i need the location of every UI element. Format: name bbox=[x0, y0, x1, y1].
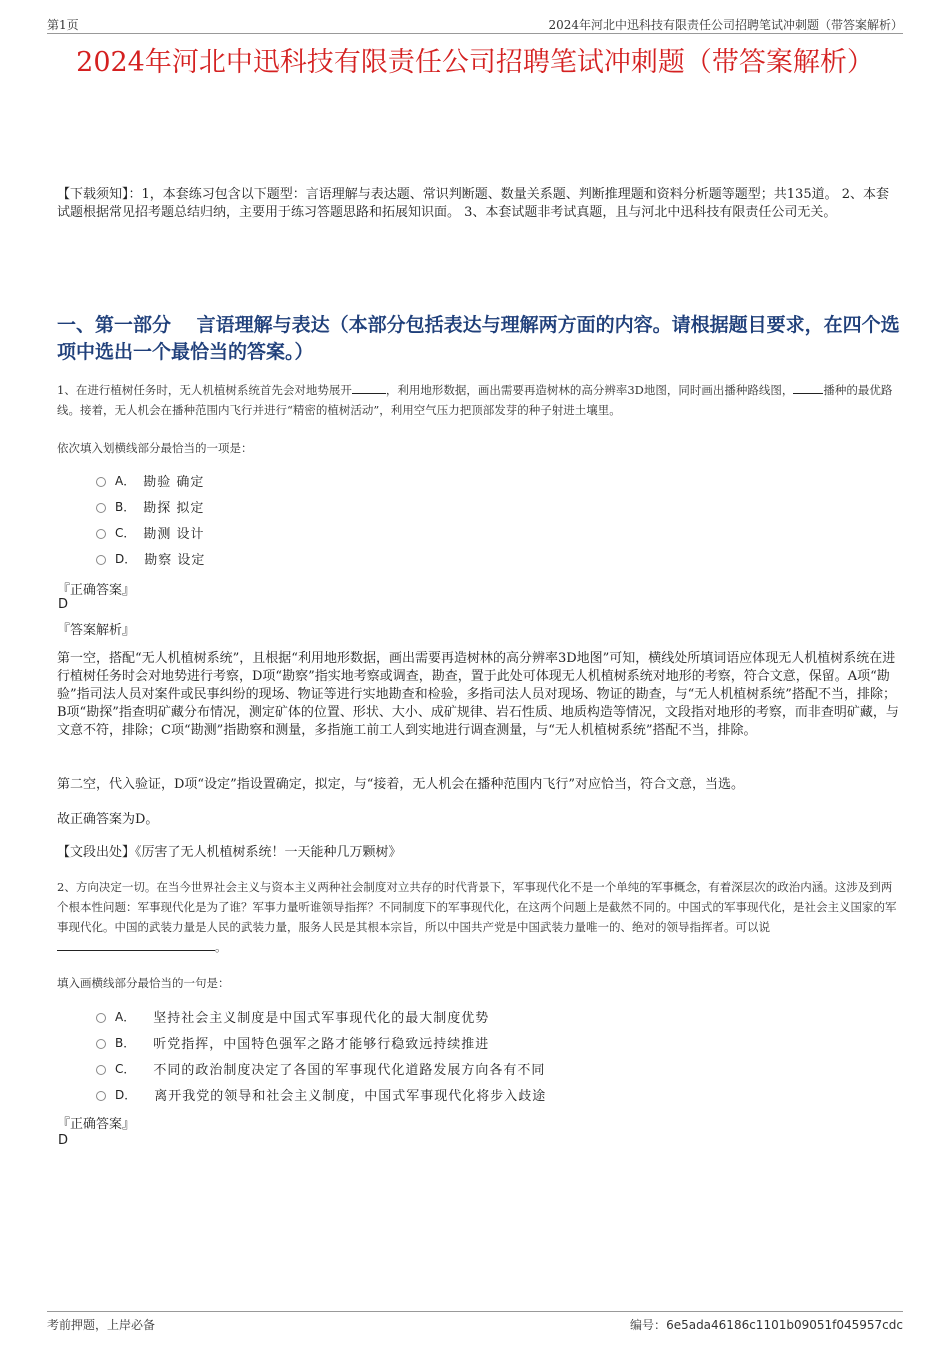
question-2-text-end: 。 bbox=[215, 940, 227, 954]
footer-code-label: 编号： bbox=[630, 1318, 667, 1332]
page-footer bbox=[47, 1311, 903, 1335]
question-1-text-a: 1、在进行植树任务时，无人机植树系统首先会对地势展开 bbox=[57, 383, 352, 397]
question-2-answer-label: 『正确答案』 bbox=[57, 1117, 136, 1132]
question-1-analysis-label: 『答案解析』 bbox=[57, 623, 136, 638]
radio-icon[interactable] bbox=[96, 529, 106, 539]
radio-icon[interactable] bbox=[96, 503, 106, 513]
option-text: 听党指挥，中国特色强军之路才能够行稳致远持续推进 bbox=[153, 1036, 490, 1052]
option-text: 勘验 确定 bbox=[143, 474, 205, 490]
question-1-option-b[interactable] bbox=[96, 493, 205, 519]
question-2-option-a[interactable] bbox=[96, 1003, 546, 1029]
option-letter: D． bbox=[115, 551, 137, 566]
radio-icon[interactable] bbox=[96, 1091, 106, 1101]
question-1-analysis-3: 故正确答案为D。 bbox=[57, 812, 159, 827]
option-text: 勘察 设定 bbox=[144, 552, 206, 568]
option-text: 不同的政治制度决定了各国的军事现代化道路发展方向各有不同 bbox=[153, 1062, 546, 1078]
question-2-blank bbox=[57, 939, 215, 951]
radio-icon[interactable] bbox=[96, 477, 106, 487]
radio-icon[interactable] bbox=[96, 555, 106, 565]
option-letter: C． bbox=[115, 525, 136, 540]
document-title: 2024年河北中迅科技有限责任公司招聘笔试冲刺题（带答案解析） bbox=[76, 47, 874, 78]
download-notice: 【下载须知】：1，本套练习包含以下题型：言语理解与表达题、常识判断题、数量关系题、判断推理题和资料分析题等题型；共135道。 2、本套试题根据常见招考题总结归纳，主要用于练习答题思路和拓展知识面。 3、本套试题非考试真题，且与河北中迅科技有限责任公司无关。 bbox=[57, 187, 889, 220]
question-2-option-c[interactable] bbox=[96, 1055, 546, 1081]
radio-icon[interactable] bbox=[96, 1065, 106, 1075]
question-2-option-d[interactable] bbox=[96, 1081, 546, 1107]
section-title: 一、第一部分 言语理解与表达（本部分包括表达与理解两方面的内容。请根据题目要求，在四个选项中选出一个最恰当的答案。） bbox=[57, 314, 900, 363]
question-1-blank-2 bbox=[793, 382, 823, 394]
question-2-answer: D bbox=[58, 1133, 69, 1148]
question-1-text-b: ，利用地形数据，画出需要再造树林的高分辨率3D地图，同时画出播种路线图， bbox=[385, 383, 794, 397]
option-letter: B． bbox=[115, 499, 136, 514]
question-1-option-c[interactable] bbox=[96, 519, 205, 545]
question-1-answer: D bbox=[58, 597, 69, 612]
option-letter: D． bbox=[115, 1087, 137, 1102]
question-1-prompt: 依次填入划横线部分最恰当的一项是： bbox=[57, 441, 253, 455]
footer-code-value: 6e5ada46186c1101b09051f045957cdc bbox=[666, 1318, 903, 1332]
page-number: 第1页 bbox=[47, 18, 79, 32]
option-letter: A． bbox=[115, 1009, 136, 1024]
question-2-prompt: 填入画横线部分最恰当的一句是： bbox=[57, 976, 230, 990]
footer-slogan: 考前押题，上岸必备 bbox=[47, 1318, 156, 1332]
question-1-text bbox=[57, 380, 900, 420]
question-1-analysis-1: 第一空，搭配“无人机植树系统”，且根据“利用地形数据，画出需要再造树林的高分辨率3D地图”可知，横线处所填词语应体现无人机植树系统在进行植树任务时会对地势进行考察，D项“勘察”指实地考察或调查，勘查，置于此处可体现无人机植树系统对地形的考察，符合文意，保留。A项“勘验”指司法人员对案件或民事纠纷的现场、物证等进行实地勘查和检验，多指司法人员对现场、物证的勘查，与“无人机植树系统”搭配不当，排除；B项“勘探”指查明矿藏分布情况，测定矿体的位置、形状、大小、成矿规律、岩石性质、地质构造等情况，文段指对地形的考察，而非查明矿藏，与文意不符，排除；C项“勘测”指勘察和测量，多指施工前工人到实地进行调查测量，与“无人机植树系统”搭配不当，排除。 bbox=[57, 651, 899, 738]
question-1-option-a[interactable] bbox=[96, 467, 205, 493]
question-2-option-b[interactable] bbox=[96, 1029, 546, 1055]
header-doc-title: 2024年河北中迅科技有限责任公司招聘笔试冲刺题（带答案解析） bbox=[548, 18, 903, 32]
question-2-options bbox=[96, 1003, 546, 1107]
question-1-answer-label: 『正确答案』 bbox=[57, 583, 136, 598]
option-text: 坚持社会主义制度是中国式军事现代化的最大制度优势 bbox=[153, 1010, 490, 1026]
question-1-option-d[interactable] bbox=[96, 545, 205, 571]
option-letter: C． bbox=[115, 1061, 136, 1076]
footer-code bbox=[630, 1316, 903, 1333]
question-2-text bbox=[57, 877, 900, 957]
question-1-options bbox=[96, 467, 205, 571]
question-1-source: 【文段出处】《厉害了无人机植树系统！一天能种几万颗树》 bbox=[57, 845, 402, 860]
option-text: 勘探 拟定 bbox=[143, 500, 205, 516]
page-header bbox=[47, 14, 903, 34]
question-2-text-body: 2、方向决定一切。在当今世界社会主义与资本主义两种社会制度对立共存的时代背景下，军事现代化不是一个单纯的军事概念，有着深层次的政治内涵。这涉及到两个根本性问题：军事现代化是为了谁？军事力量听谁领导指挥？不同制度下的军事现代化，在这两个问题上是截然不同的。中国式的军事现代化，是社会主义国家的军事现代化。中国的武装力量是人民的武装力量，服务人民是其根本宗旨，所以中国共产党是中国武装力量唯一的、绝对的领导指挥者。可以说 bbox=[57, 880, 897, 934]
question-1-analysis-2: 第二空，代入验证，D项“设定”指设置确定，拟定，与“接着，无人机会在播种范围内飞行”对应恰当，符合文意，当选。 bbox=[57, 777, 745, 792]
question-1-text-c: 播种的最优路线。接着，无人机会在播种范围内飞行并进行“精密的植树活动”，利用空气压力把顶部发芽的种子射进土壤里。 bbox=[57, 383, 893, 417]
radio-icon[interactable] bbox=[96, 1013, 106, 1023]
option-letter: A． bbox=[115, 473, 136, 488]
option-text: 勘测 设计 bbox=[143, 526, 205, 542]
radio-icon[interactable] bbox=[96, 1039, 106, 1049]
option-letter: B． bbox=[115, 1035, 136, 1050]
question-1-blank-1 bbox=[352, 382, 386, 394]
option-text: 离开我党的领导和社会主义制度，中国式军事现代化将步入歧途 bbox=[154, 1088, 547, 1104]
